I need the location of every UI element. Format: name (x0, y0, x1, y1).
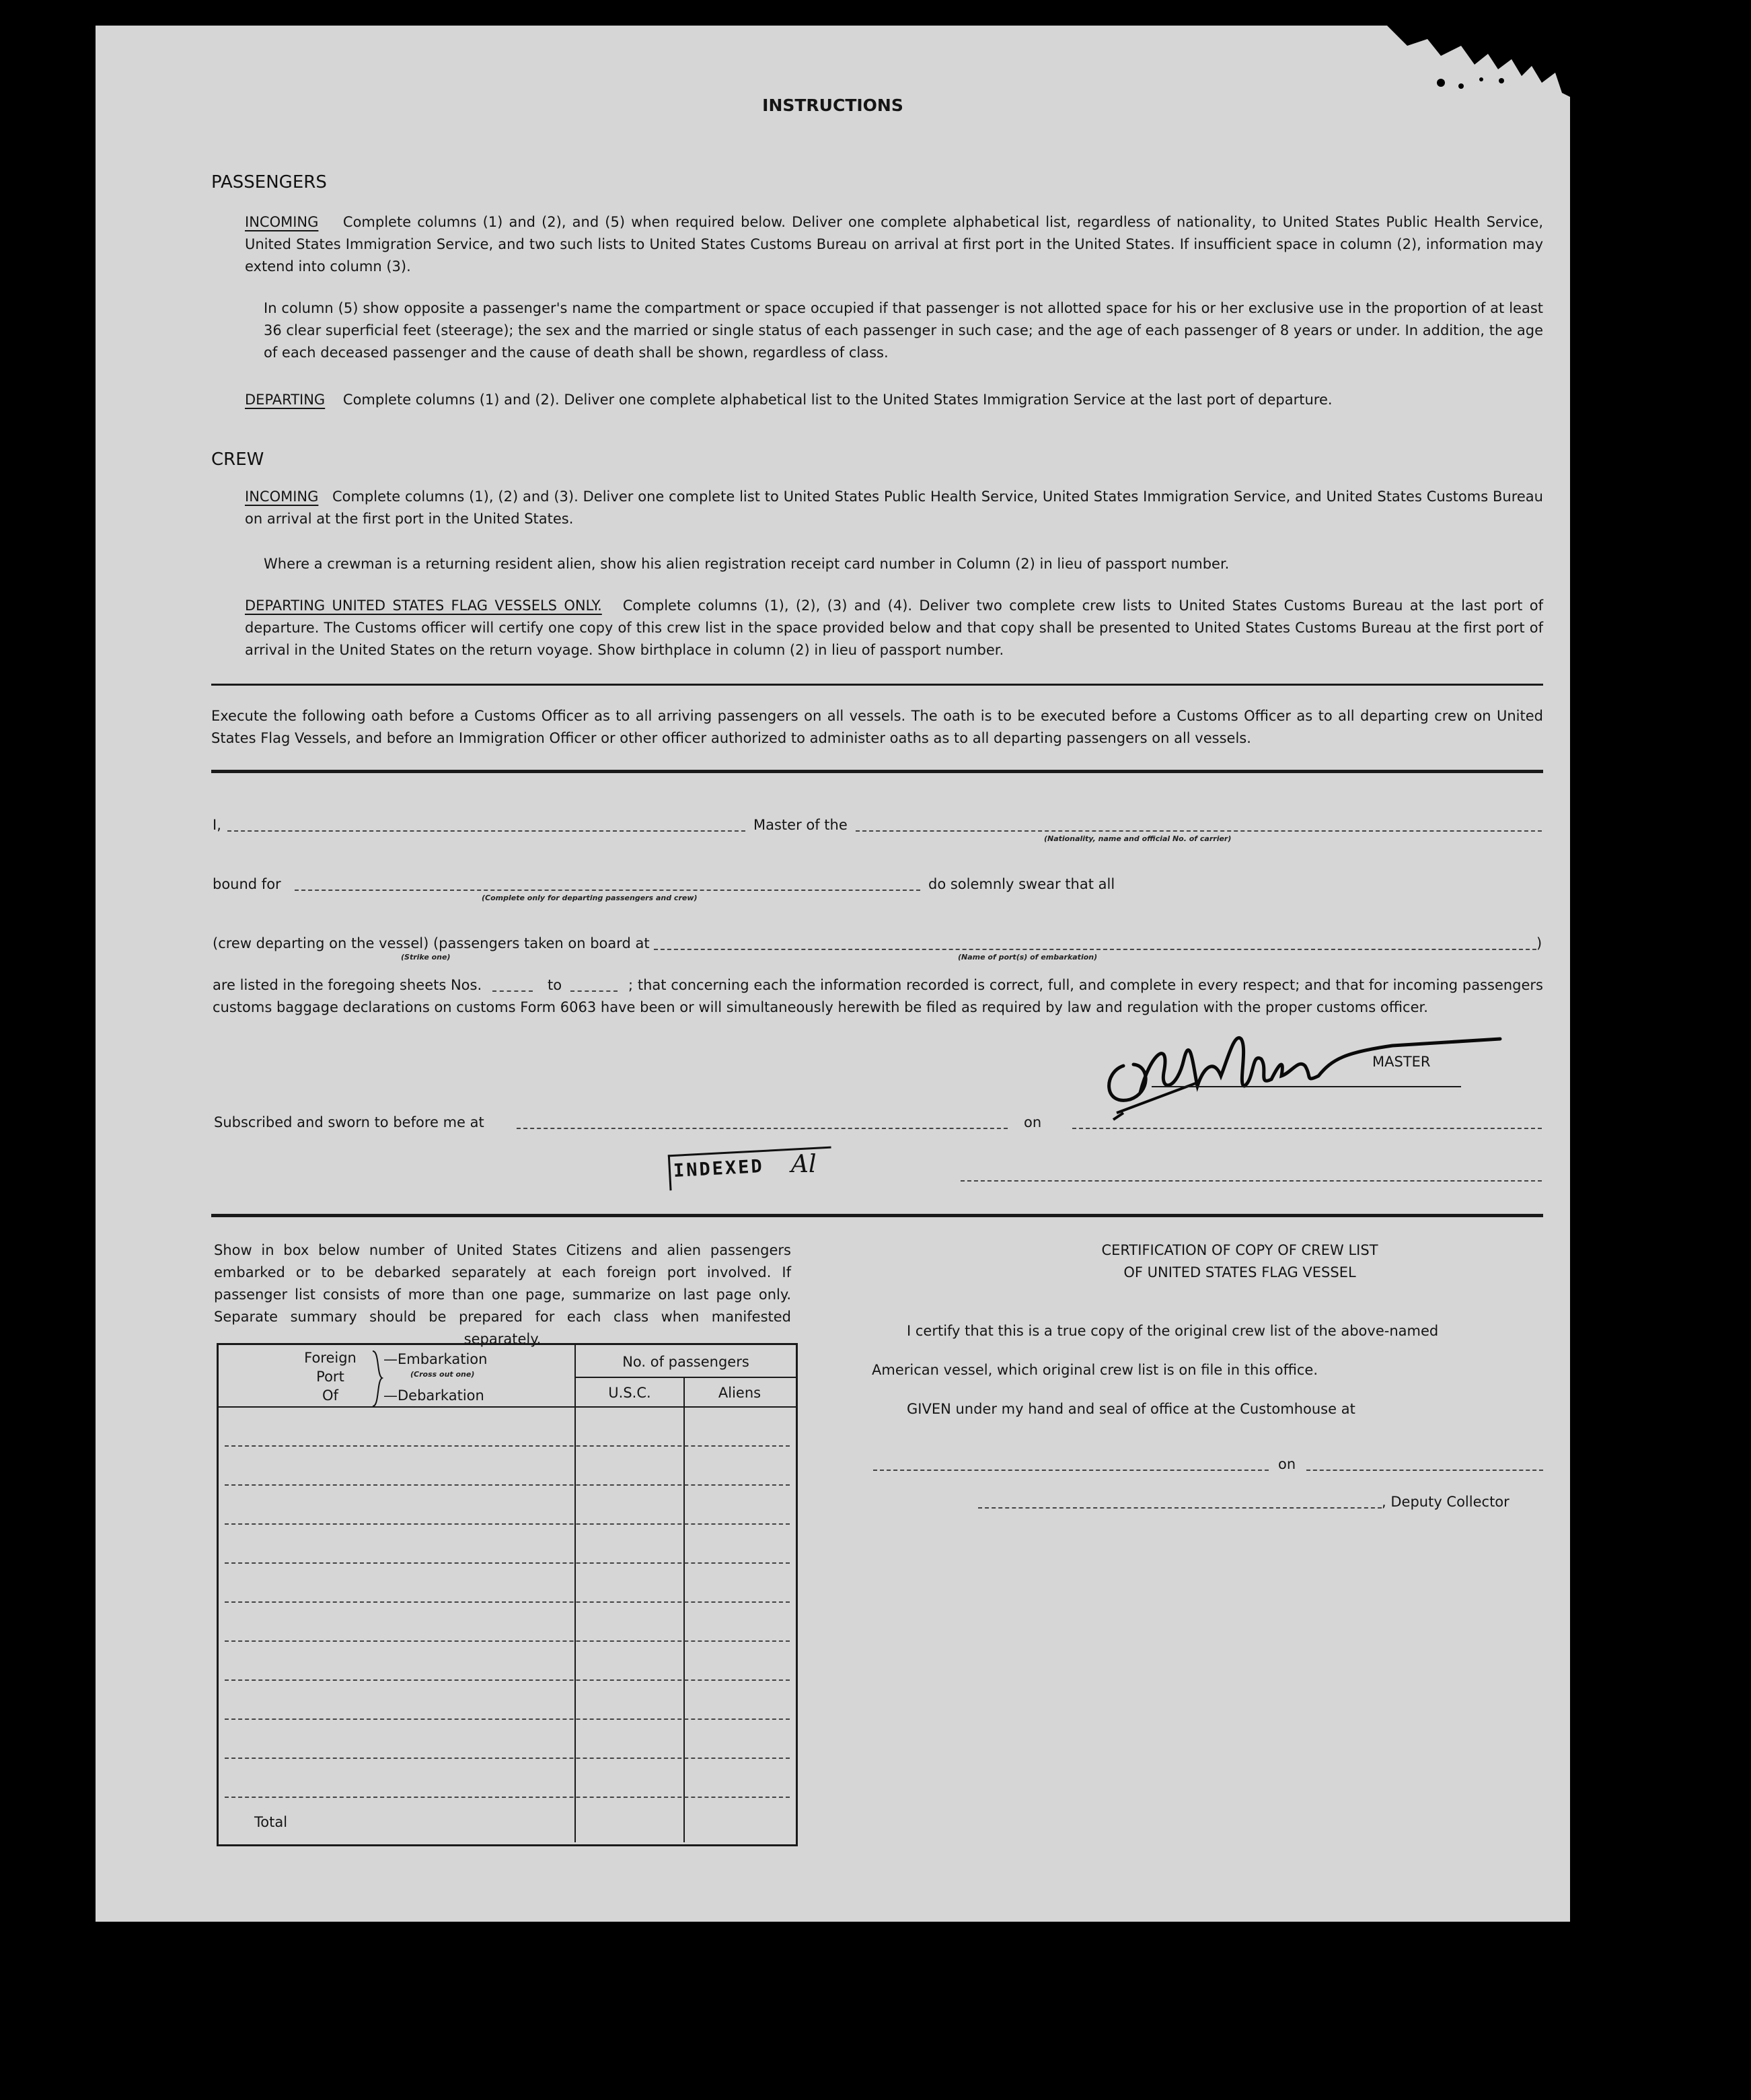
passengers-departing-paragraph (245, 389, 1543, 411)
carrier-caption: (Nationality, name and official No. of carrier) (1044, 834, 1232, 843)
certification-title (935, 1239, 1544, 1284)
table-row-line[interactable] (225, 1562, 790, 1564)
passengers-departing-text: Complete columns (1) and (2). Deliver one complete alphabetical list to the United States Immigration Service at the last port of departure. (342, 392, 1333, 408)
divider-3 (211, 1214, 1543, 1217)
crew-departing-paragraph (245, 595, 1543, 661)
master-name-field[interactable] (227, 830, 745, 832)
table-row-line[interactable] (225, 1679, 790, 1681)
passengers-incoming-label: INCOMING (245, 214, 319, 230)
crew-incoming-text: Complete columns (1), (2) and (3). Deliver one complete list to United States Public Health Service, United States Immigration Service, and United States Customs Bureau on arrival at the first port in the United States. (245, 488, 1543, 527)
listed-to-label: to (548, 977, 562, 993)
total-label: Total (254, 1814, 288, 1830)
master-signature (1076, 1012, 1507, 1133)
table-row-line[interactable] (225, 1484, 790, 1486)
table-row-line[interactable] (225, 1523, 790, 1525)
crew-departing-label: DEPARTING UNITED STATES FLAG VESSELS ONLY. (245, 598, 602, 614)
listed-label: are listed in the foregoing sheets Nos. (213, 977, 482, 993)
crew-incoming-paragraph (245, 486, 1543, 530)
torn-corner (1360, 19, 1575, 100)
table-subheader-line (574, 1377, 796, 1378)
bound-for-label: bound for (213, 876, 281, 892)
subscribed-label: Subscribed and sworn to before me at (214, 1114, 484, 1130)
certify-on-label: on (1278, 1456, 1296, 1472)
certification-title-line2: OF UNITED STATES FLAG VESSEL (1123, 1264, 1356, 1280)
table-row-line[interactable] (225, 1718, 790, 1720)
cross-out-caption: (Cross out one) (410, 1370, 475, 1379)
port-caption: (Name of port(s) of embarkation) (958, 953, 1098, 962)
table-row-line[interactable] (225, 1797, 790, 1798)
table-header-bottom (219, 1406, 796, 1408)
carrier-field[interactable] (856, 830, 1542, 832)
foreign-port-of (291, 1348, 370, 1405)
master-signature-line (1152, 1086, 1461, 1087)
passengers-incoming-paragraph (245, 211, 1543, 278)
instructions-title: INSTRUCTIONS (762, 96, 903, 115)
crew-heading: CREW (211, 449, 264, 470)
crew-departing-text: Complete columns (1), (2), (3) and (4). Deliver two complete crew lists to United States Customs Bureau at the last port of departure. The Customs officer will certify one copy of this crew list in the space provided below and that copy shall be presented to United States Customs Bureau at the first port of arrival in the United States on the return voyage. Show birthplace in column (2) in lieu of passport number. (245, 598, 1543, 658)
stamp-initials: Al (791, 1151, 817, 1178)
strike-caption: (Strike one) (401, 953, 451, 962)
certify-line2: American vessel, which original crew list is on file in this office. (872, 1362, 1318, 1378)
listed-text: ; that concerning each the information recorded is correct, full, and complete in every respect; and that for incoming passengers customs baggage declarations on customs Form 6063 have been or will simultaneously herewith be filed as required by law and regulation with the proper customs officer. (213, 977, 1543, 1015)
deputy-collector-label: , Deputy Collector (1382, 1494, 1510, 1510)
passengers-incoming-text: Complete columns (1) and (2), and (5) when required below. Deliver one complete alphabetical list, regardless of nationality, to United States Public Health Service, United States Immigration Service, and two such lists to United States Customs Bureau on arrival at first port in the United States. If insufficient space in column (2), information may extend into column (3). (245, 214, 1543, 275)
officer-signature-field[interactable] (961, 1180, 1542, 1182)
sworn-date-field[interactable] (1072, 1128, 1542, 1129)
form-sheet (96, 26, 1570, 1922)
table-row-line[interactable] (225, 1758, 790, 1759)
oath-intro: Execute the following oath before a Customs Officer as to all arriving passengers on all vessels. The oath is to be executed before a Customs Officer as to all departing crew on United States Flag Vessels, and before an Immigration Officer or other officer authorized to administer oaths as to all departing passengers on all vessels. (211, 708, 1543, 746)
customhouse-field[interactable] (873, 1470, 1269, 1471)
crew-resident-paragraph: Where a crewman is a returning resident alien, show his alien registration receipt card number in Column (2) in lieu of passport number. (264, 556, 1230, 572)
oath-i-label: I, (213, 817, 221, 833)
bound-for-caption: (Complete only for departing passengers and crew) (482, 894, 698, 902)
foreign-label: Foreign (304, 1350, 357, 1366)
crew-incoming-label: INCOMING (245, 488, 319, 505)
indexed-stamp-text: INDEXED (673, 1155, 765, 1182)
certify-date-field[interactable] (1306, 1470, 1543, 1471)
passengers-departing-label: DEPARTING (245, 392, 326, 408)
close-paren: ) (1536, 935, 1542, 951)
divider-2 (211, 770, 1543, 773)
passenger-summary-table (217, 1343, 798, 1846)
aliens-header: Aliens (718, 1385, 761, 1401)
sworn-on-label: on (1024, 1114, 1042, 1130)
master-label: MASTER (1372, 1054, 1431, 1070)
deputy-collector-field[interactable] (978, 1507, 1382, 1509)
master-of-the-label: Master of the (753, 817, 848, 833)
certify-line3: GIVEN under my hand and seal of office at the Customhouse at (907, 1401, 1355, 1417)
of-label: Of (322, 1387, 338, 1404)
port-label: Port (316, 1369, 344, 1385)
crew-departing-text: (crew departing on the vessel) (passengers taken on board at (213, 935, 650, 951)
table-col-divider-1 (574, 1345, 576, 1842)
column5-paragraph: In column (5) show opposite a passenger's name the compartment or space occupied if that passenger is not allotted space for his or her exclusive use in the proportion of at least 36 clear superficial feet (steerage); the sex and the married or single status of each passenger in such case; and the age of each passenger of 8 years or under. In addition, the age of each deceased passenger and the cause of death shall be shown, regardless of class. (264, 300, 1543, 361)
table-row-line[interactable] (225, 1445, 790, 1447)
embarkation-label: —Embarkation (383, 1351, 488, 1367)
swear-text: do solemnly swear that all (928, 876, 1115, 892)
table-row-line[interactable] (225, 1640, 790, 1642)
certification-title-line1: CERTIFICATION OF COPY OF CREW LIST (1101, 1242, 1378, 1258)
passengers-heading: PASSENGERS (211, 172, 327, 192)
embarkation-port-field[interactable] (654, 949, 1536, 950)
sworn-location-field[interactable] (517, 1128, 1008, 1129)
certify-line1: I certify that this is a true copy of the original crew list of the above-named (907, 1323, 1439, 1339)
divider-1 (211, 684, 1543, 686)
no-passengers-header: No. of passengers (622, 1354, 749, 1370)
bound-for-field[interactable] (295, 890, 920, 891)
debarkation-label: —Debarkation (383, 1387, 484, 1404)
table-row-line[interactable] (225, 1601, 790, 1603)
summary-instructions: Show in box below number of United States Citizens and alien passengers embarked or to be debarked separately at each foreign port involved. If passenger list consists of more than one page, summarize on last page only. Separate summary should be prepared for each class when manifested separately. (214, 1242, 791, 1347)
usc-header: U.S.C. (608, 1385, 651, 1401)
